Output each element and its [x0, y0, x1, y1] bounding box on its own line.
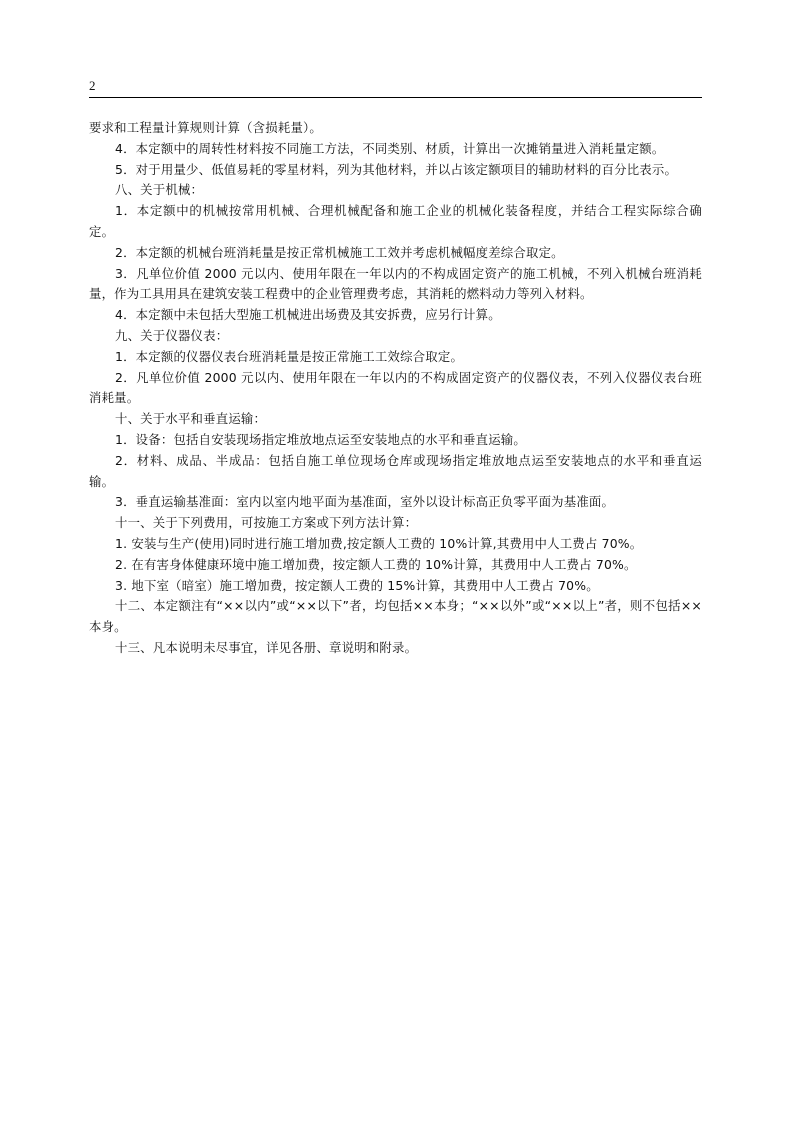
section-heading-fees: 十一、关于下列费用，可按施工方案或下列方法计算： — [115, 515, 418, 531]
paragraph-21: 十三、凡本说明未尽事宜，详见各册、章说明和附录。 — [115, 639, 418, 655]
paragraph-13: 1．设备：包括自安装现场指定堆放地点运至安装地点的水平和垂直运输。 — [115, 431, 526, 447]
paragraph-2: 4．本定额中的周转性材料按不同施工方法，不同类别、材质，计算出一次摊销量进入消耗量定额。 — [115, 140, 665, 156]
section-heading-transport: 十、关于水平和垂直运输： — [115, 411, 267, 427]
paragraph-3: 5．对于用量少、低值易耗的零星材料，列为其他材料，并以占该定额项目的辅助材料的百分比表示。 — [115, 161, 678, 177]
paragraph-17: 1. 安装与生产(使用)同时进行施工增加费,按定额人工费的 10%计算,其费用中人工费占 70%。 — [115, 535, 643, 551]
section-heading-machinery: 八、关于机械： — [115, 182, 204, 198]
paragraph-1: 要求和工程量计算规则计算（含损耗量）。 — [89, 120, 323, 135]
paragraph-19: 3. 地下室（暗室）施工增加费，按定额人工费的 15%计算，其费用中人工费占 70%。 — [115, 577, 599, 593]
paragraph-10: 1．本定额的仪器仪表台班消耗量是按正常施工工效综合取定。 — [115, 348, 464, 364]
paragraph-7: 3．凡单位价值 2000 元以内、使用年限在一年以内的不构成固定资产的施工机械，不列入机械台班消耗量，作为工具用具在建筑安装工程费中的企业管理费考虑，其消耗的燃料动力等列入材料。 — [89, 265, 702, 302]
paragraph-20: 十二、本定额注有“××以内”或“××以下”者，均包括××本身；“××以外”或“××以上”者，则不包括××本身。 — [89, 598, 702, 635]
paragraph-8: 4．本定额中未包括大型施工机械进出场费及其安拆费，应另行计算。 — [115, 307, 501, 323]
section-heading-instruments: 九、关于仪器仪表： — [115, 327, 229, 343]
paragraph-18: 2. 在有害身体健康环境中施工增加费，按定额人工费的 10%计算，其费用中人工费占 70%。 — [115, 556, 637, 572]
paragraph-6: 2．本定额的机械台班消耗量是按正常机械施工工效并考虑机械幅度差综合取定。 — [115, 244, 564, 260]
header-rule — [89, 97, 702, 98]
paragraph-14: 2．材料、成品、半成品：包括自施工单位现场仓库或现场指定堆放地点运至安装地点的水平和垂直运输。 — [89, 452, 702, 489]
document-body — [89, 118, 702, 659]
paragraph-11: 2．凡单位价值 2000 元以内、使用年限在一年以内的不构成固定资产的仪器仪表，不列入仪器仪表台班消耗量。 — [89, 369, 702, 406]
page-number: 2 — [89, 78, 96, 93]
paragraph-5: 1．本定额中的机械按常用机械、合理机械配备和施工企业的机械化装备程度，并结合工程实际综合确定。 — [89, 203, 702, 239]
paragraph-15: 3．垂直运输基准面：室内以室内地平面为基准面，室外以设计标高正负零平面为基准面。 — [115, 494, 615, 510]
